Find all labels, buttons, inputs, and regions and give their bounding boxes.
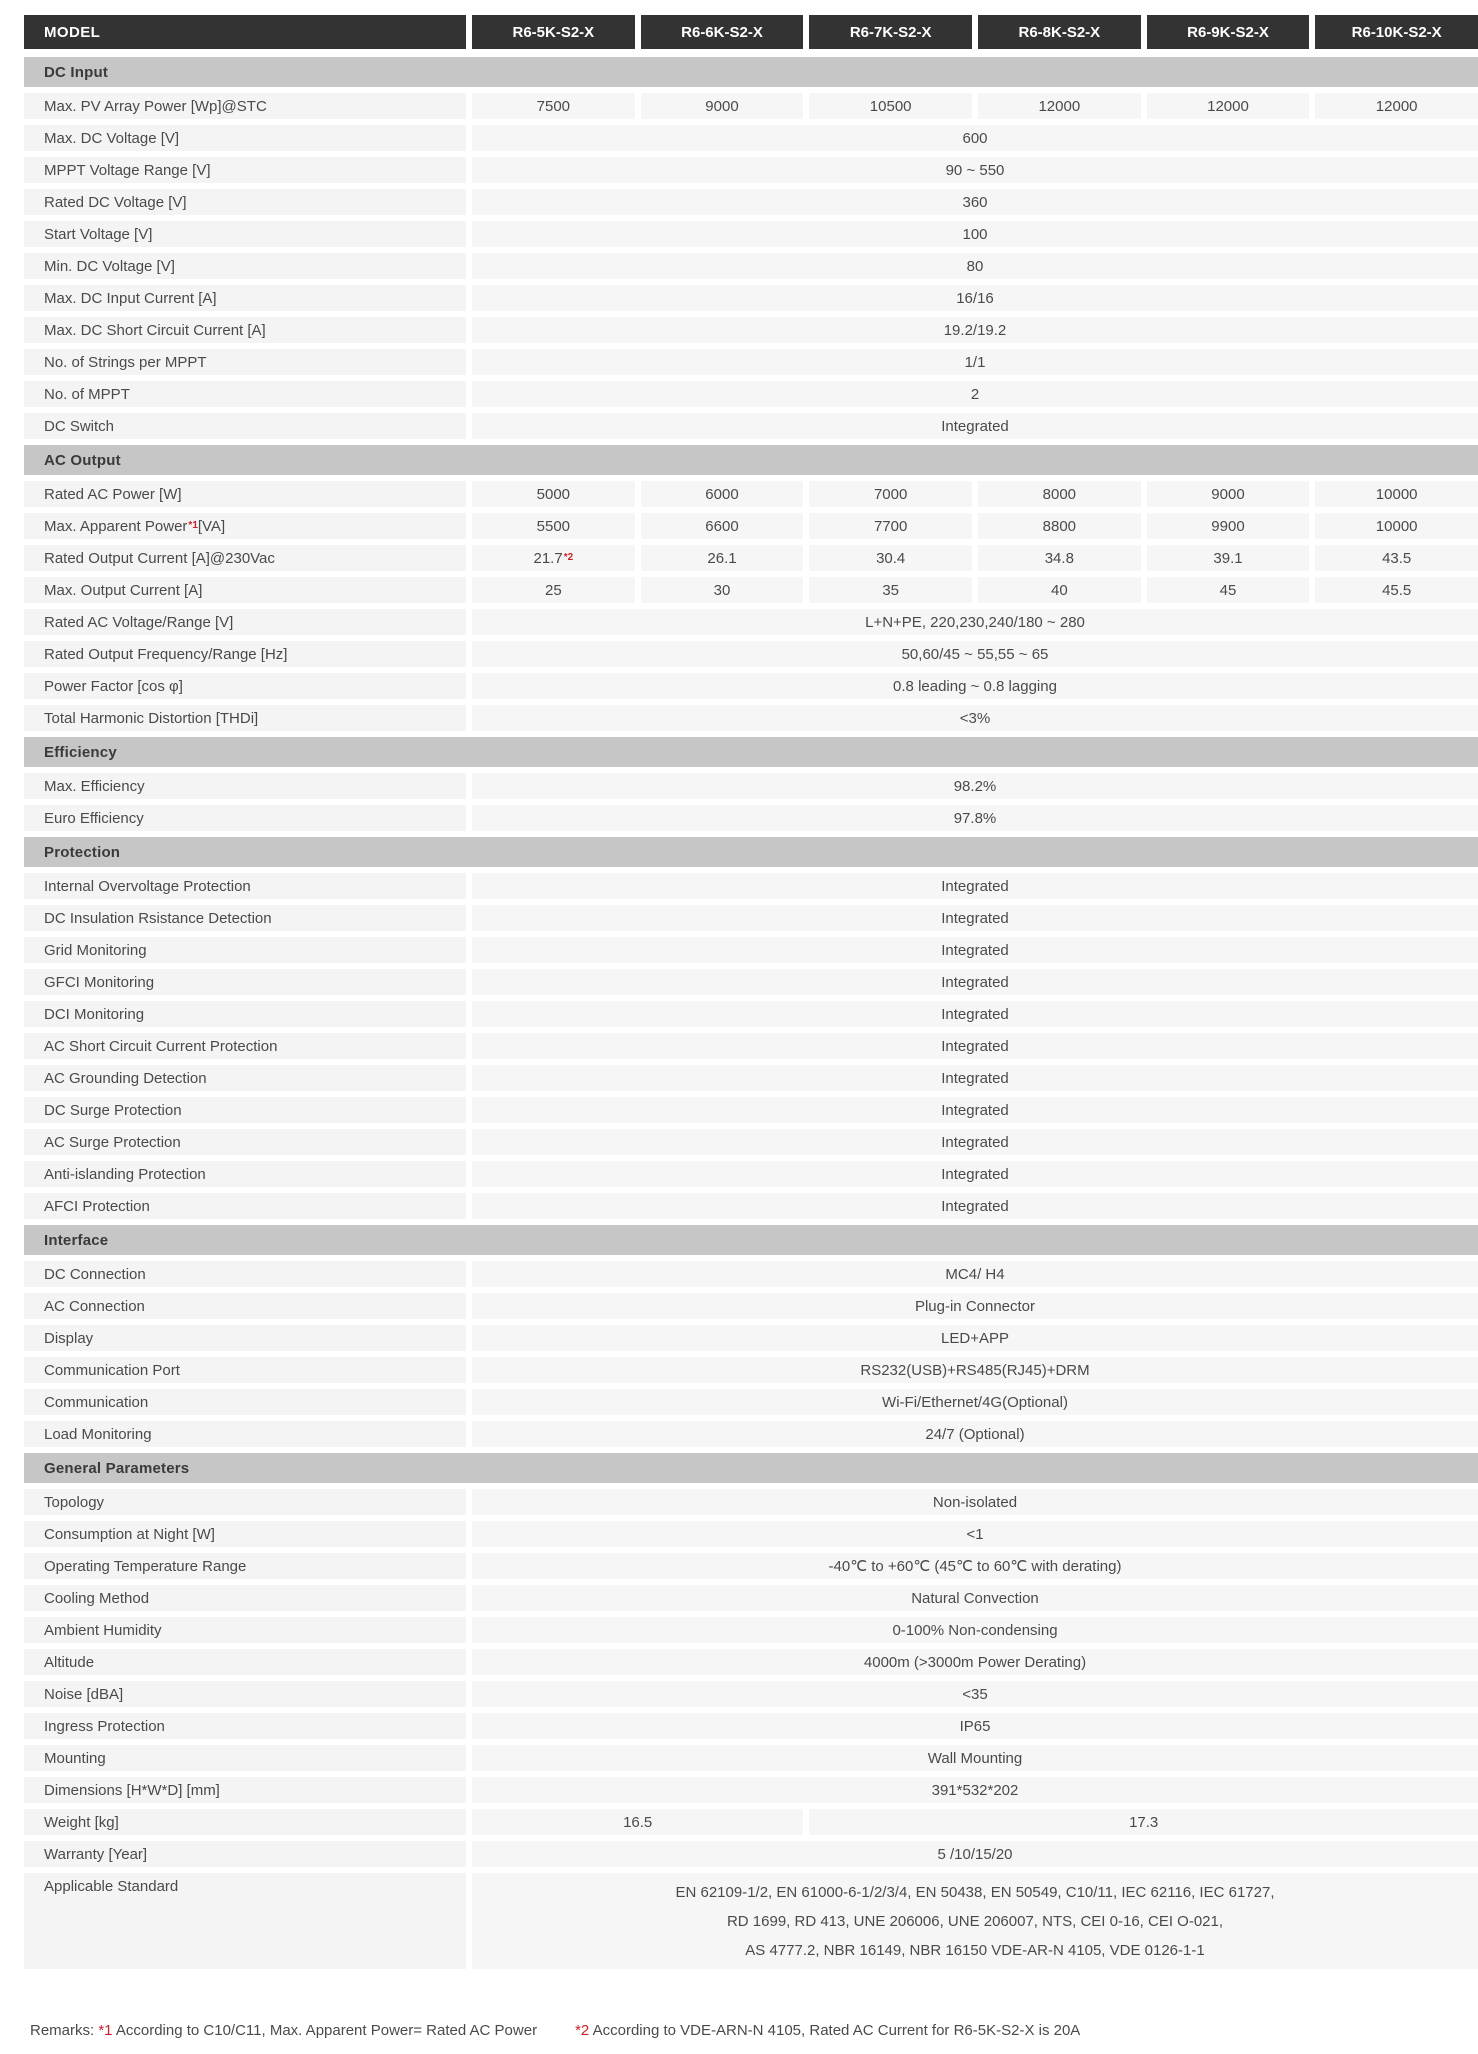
value-cell: 24/7 (Optional)	[472, 1421, 1478, 1447]
row-label: DC Switch	[24, 413, 466, 439]
row-label: Operating Temperature Range	[24, 1553, 466, 1579]
row-values	[472, 413, 1478, 439]
spec-row-ac-grounding-detection	[24, 1065, 1478, 1091]
spec-row-dc-insulation-rsistance-detection	[24, 905, 1478, 931]
row-label: Rated AC Voltage/Range [V]	[24, 609, 466, 635]
remarks-prefix: Remarks:	[30, 2022, 99, 2039]
row-values	[472, 905, 1478, 931]
row-label: Noise [dBA]	[24, 1681, 466, 1707]
row-label: DC Insulation Rsistance Detection	[24, 905, 466, 931]
row-values	[472, 1553, 1478, 1579]
row-values	[472, 1325, 1478, 1351]
value-cell: L+N+PE, 220,230,240/180 ~ 280	[472, 609, 1478, 635]
value-cell: 5500	[472, 513, 635, 539]
model-header-r6-10k-s2-x: R6-10K-S2-X	[1315, 15, 1478, 49]
spec-row-ac-short-circuit-current-protection	[24, 1033, 1478, 1059]
value-cell: 600	[472, 125, 1478, 151]
row-label: DC Connection	[24, 1261, 466, 1287]
model-header-r6-9k-s2-x: R6-9K-S2-X	[1147, 15, 1310, 49]
value-cell: 16.5	[472, 1809, 803, 1835]
row-label: Load Monitoring	[24, 1421, 466, 1447]
row-values	[472, 1649, 1478, 1675]
row-values	[472, 1193, 1478, 1219]
value-cell: Integrated	[472, 937, 1478, 963]
value-cell: Non-isolated	[472, 1489, 1478, 1515]
spec-row-max-dc-voltage-v	[24, 125, 1478, 151]
row-values	[472, 221, 1478, 247]
row-values	[472, 545, 1478, 571]
value-cell: Wall Mounting	[472, 1745, 1478, 1771]
value-cell: <1	[472, 1521, 1478, 1547]
row-label: Anti-islanding Protection	[24, 1161, 466, 1187]
spec-row-communication-port	[24, 1357, 1478, 1383]
value-cell: Integrated	[472, 1033, 1478, 1059]
section-header-dc-input: DC Input	[24, 57, 1478, 87]
spec-row-topology	[24, 1489, 1478, 1515]
value-cell: 25	[472, 577, 635, 603]
value-cell: Integrated	[472, 1193, 1478, 1219]
value-cell: 6600	[641, 513, 804, 539]
value-cell: 80	[472, 253, 1478, 279]
value-cell: 21.7 *2	[472, 545, 635, 571]
row-values	[472, 125, 1478, 151]
row-values	[472, 381, 1478, 407]
footnote-1-marker: *1	[98, 2022, 113, 2039]
model-name-cells	[472, 15, 1478, 49]
spec-row-max-pv-array-power-wp-stc	[24, 93, 1478, 119]
spec-row-cooling-method	[24, 1585, 1478, 1611]
value-cell: <35	[472, 1681, 1478, 1707]
row-label: Topology	[24, 1489, 466, 1515]
value-cell: 98.2%	[472, 773, 1478, 799]
value-cell: 360	[472, 189, 1478, 215]
row-values	[472, 1033, 1478, 1059]
value-cell: 2	[472, 381, 1478, 407]
spec-row-dimensions-h-w-d-mm	[24, 1777, 1478, 1803]
row-label: DCI Monitoring	[24, 1001, 466, 1027]
row-values	[472, 1489, 1478, 1515]
row-values	[472, 1421, 1478, 1447]
row-label: Max. Output Current [A]	[24, 577, 466, 603]
value-cell: Integrated	[472, 1161, 1478, 1187]
row-label: AC Grounding Detection	[24, 1065, 466, 1091]
value-cell: Integrated	[472, 1001, 1478, 1027]
footnote-2-text: According to VDE-ARN-N 4105, Rated AC Current for R6-5K-S2-X is 20A	[589, 2022, 1081, 2039]
row-values	[472, 805, 1478, 831]
spec-row-weight-kg	[24, 1809, 1478, 1835]
value-cell: 17.3	[809, 1809, 1478, 1835]
spec-row-max-efficiency	[24, 773, 1478, 799]
row-label: Max. DC Input Current [A]	[24, 285, 466, 311]
model-header-r6-7k-s2-x: R6-7K-S2-X	[809, 15, 972, 49]
value-cell: Integrated	[472, 1097, 1478, 1123]
value-cell: 45	[1147, 577, 1310, 603]
row-values	[472, 1713, 1478, 1739]
row-label: No. of Strings per MPPT	[24, 349, 466, 375]
value-cell: LED+APP	[472, 1325, 1478, 1351]
value-cell: 90 ~ 550	[472, 157, 1478, 183]
row-values	[472, 969, 1478, 995]
footnote-2-marker: *2	[575, 2022, 590, 2039]
value-cell: 97.8%	[472, 805, 1478, 831]
row-label: Max. DC Voltage [V]	[24, 125, 466, 151]
spec-row-mounting	[24, 1745, 1478, 1771]
value-cell: Plug-in Connector	[472, 1293, 1478, 1319]
row-label: Grid Monitoring	[24, 937, 466, 963]
section-header-ac-output: AC Output	[24, 445, 1478, 475]
section-header-interface: Interface	[24, 1225, 1478, 1255]
value-cell: 35	[809, 577, 972, 603]
value-cell: -40℃ to +60℃ (45℃ to 60℃ with derating)	[472, 1553, 1478, 1579]
value-cell: 50,60/45 ~ 55,55 ~ 65	[472, 641, 1478, 667]
value-cell: Integrated	[472, 905, 1478, 931]
row-values	[472, 1585, 1478, 1611]
spec-row-ingress-protection	[24, 1713, 1478, 1739]
row-values	[472, 1261, 1478, 1287]
row-values	[472, 705, 1478, 731]
row-label: Communication	[24, 1389, 466, 1415]
value-cell: 12000	[1315, 93, 1478, 119]
row-label: AC Short Circuit Current Protection	[24, 1033, 466, 1059]
row-label: GFCI Monitoring	[24, 969, 466, 995]
row-label: Dimensions [H*W*D] [mm]	[24, 1777, 466, 1803]
row-label: AC Surge Protection	[24, 1129, 466, 1155]
row-label: Start Voltage [V]	[24, 221, 466, 247]
value-cell: 8800	[978, 513, 1141, 539]
remarks-footer	[30, 2022, 1470, 2039]
spec-row-noise-dba	[24, 1681, 1478, 1707]
row-values	[472, 1293, 1478, 1319]
spec-row-max-dc-input-current-a	[24, 285, 1478, 311]
row-label: No. of MPPT	[24, 381, 466, 407]
spec-row-warranty-year	[24, 1841, 1478, 1867]
row-values	[472, 1777, 1478, 1803]
value-cell: 45.5	[1315, 577, 1478, 603]
value-cell: Integrated	[472, 1065, 1478, 1091]
row-values	[472, 481, 1478, 507]
value-cell: 9000	[1147, 481, 1310, 507]
spec-row-dci-monitoring	[24, 1001, 1478, 1027]
row-label: Power Factor [cos φ]	[24, 673, 466, 699]
spec-row-max-output-current-a	[24, 577, 1478, 603]
value-cell: 391*532*202	[472, 1777, 1478, 1803]
value-cell: IP65	[472, 1713, 1478, 1739]
row-label: Max. Efficiency	[24, 773, 466, 799]
row-label: DC Surge Protection	[24, 1097, 466, 1123]
row-values	[472, 1681, 1478, 1707]
section-header-protection: Protection	[24, 837, 1478, 867]
row-values	[472, 1097, 1478, 1123]
row-label: Applicable Standard	[24, 1873, 466, 1969]
value-cell: MC4/ H4	[472, 1261, 1478, 1287]
spec-row-start-voltage-v	[24, 221, 1478, 247]
value-cell: 19.2/19.2	[472, 317, 1478, 343]
value-cell: 9900	[1147, 513, 1310, 539]
value-cell: <3%	[472, 705, 1478, 731]
value-cell: 8000	[978, 481, 1141, 507]
value-cell: 1/1	[472, 349, 1478, 375]
row-values	[472, 1809, 1478, 1835]
value-cell: 5 /10/15/20	[472, 1841, 1478, 1867]
value-cell: 0.8 leading ~ 0.8 lagging	[472, 673, 1478, 699]
row-values	[472, 1617, 1478, 1643]
spec-row-no-of-mppt	[24, 381, 1478, 407]
value-cell: 10500	[809, 93, 972, 119]
spec-row-ambient-humidity	[24, 1617, 1478, 1643]
spec-row-rated-output-current-a-230vac	[24, 545, 1478, 571]
row-values	[472, 285, 1478, 311]
row-values	[472, 577, 1478, 603]
row-values	[472, 1065, 1478, 1091]
row-values	[472, 189, 1478, 215]
row-label: Rated DC Voltage [V]	[24, 189, 466, 215]
spec-row-total-harmonic-distortion-thdi	[24, 705, 1478, 731]
row-values	[472, 317, 1478, 343]
spec-row-load-monitoring	[24, 1421, 1478, 1447]
row-values	[472, 1745, 1478, 1771]
row-values	[472, 1389, 1478, 1415]
inverter-spec-table	[24, 15, 1478, 1975]
value-cell: 12000	[978, 93, 1141, 119]
row-values	[472, 1129, 1478, 1155]
value-cell: Integrated	[472, 413, 1478, 439]
value-cell: 40	[978, 577, 1141, 603]
row-values	[472, 349, 1478, 375]
row-label: Consumption at Night [W]	[24, 1521, 466, 1547]
value-cell: 7000	[809, 481, 972, 507]
model-header-r6-5k-s2-x: R6-5K-S2-X	[472, 15, 635, 49]
model-header-cell: MODEL	[24, 15, 466, 49]
value-cell: 12000	[1147, 93, 1310, 119]
row-label: Euro Efficiency	[24, 805, 466, 831]
standard-line: AS 4777.2, NBR 16149, NBR 16150 VDE-AR-N 4105, VDE 0126-1-1	[745, 1941, 1205, 1959]
spec-row-power-factor-cos	[24, 673, 1478, 699]
row-label: Ambient Humidity	[24, 1617, 466, 1643]
table-header	[24, 15, 1478, 49]
row-values	[472, 253, 1478, 279]
row-values	[472, 1873, 1478, 1969]
spec-row-min-dc-voltage-v	[24, 253, 1478, 279]
value-cell: 0-100% Non-condensing	[472, 1617, 1478, 1643]
table-body	[24, 57, 1478, 1969]
value-cell: 10000	[1315, 481, 1478, 507]
spec-row-anti-islanding-protection	[24, 1161, 1478, 1187]
row-values	[472, 773, 1478, 799]
row-label: Max. PV Array Power [Wp]@STC	[24, 93, 466, 119]
value-cell: 43.5	[1315, 545, 1478, 571]
value-cell: 16/16	[472, 285, 1478, 311]
row-label: Warranty [Year]	[24, 1841, 466, 1867]
value-cell: Natural Convection	[472, 1585, 1478, 1611]
spec-row-no-of-strings-per-mppt	[24, 349, 1478, 375]
row-values	[472, 937, 1478, 963]
value-cell: 7700	[809, 513, 972, 539]
row-label: Max. DC Short Circuit Current [A]	[24, 317, 466, 343]
value-cell: Wi-Fi/Ethernet/4G(Optional)	[472, 1389, 1478, 1415]
value-cell: 6000	[641, 481, 804, 507]
value-cell: 4000m (>3000m Power Derating)	[472, 1649, 1478, 1675]
spec-row-dc-surge-protection	[24, 1097, 1478, 1123]
value-cell: 7500	[472, 93, 635, 119]
value-cell: 39.1	[1147, 545, 1310, 571]
row-values	[472, 1001, 1478, 1027]
value-cell: Integrated	[472, 969, 1478, 995]
section-header-efficiency: Efficiency	[24, 737, 1478, 767]
spec-row-applicable-standard	[24, 1873, 1478, 1969]
spec-row-altitude	[24, 1649, 1478, 1675]
section-header-general-parameters: General Parameters	[24, 1453, 1478, 1483]
model-header-r6-6k-s2-x: R6-6K-S2-X	[641, 15, 804, 49]
spec-row-ac-connection	[24, 1293, 1478, 1319]
row-label: Altitude	[24, 1649, 466, 1675]
value-cell: 9000	[641, 93, 804, 119]
row-label: MPPT Voltage Range [V]	[24, 157, 466, 183]
standard-line: RD 1699, RD 413, UNE 206006, UNE 206007, NTS, CEI 0-16, CEI O-021,	[726, 1912, 1224, 1930]
standard-line: EN 62109-1/2, EN 61000-6-1/2/3/4, EN 50438, EN 50549, C10/11, IEC 62116, IEC 61727,	[675, 1883, 1275, 1901]
spec-row-rated-ac-voltage-range-v	[24, 609, 1478, 635]
value-cell	[472, 1873, 1478, 1969]
row-values	[472, 641, 1478, 667]
value-cell: 30.4	[809, 545, 972, 571]
spec-row-rated-dc-voltage-v	[24, 189, 1478, 215]
row-label: Weight [kg]	[24, 1809, 466, 1835]
row-label: Display	[24, 1325, 466, 1351]
spec-row-dc-switch	[24, 413, 1478, 439]
model-header-r6-8k-s2-x: R6-8K-S2-X	[978, 15, 1141, 49]
row-label: Rated Output Frequency/Range [Hz]	[24, 641, 466, 667]
value-cell: 30	[641, 577, 804, 603]
value-cell: RS232(USB)+RS485(RJ45)+DRM	[472, 1357, 1478, 1383]
row-values	[472, 1357, 1478, 1383]
spec-row-afci-protection	[24, 1193, 1478, 1219]
row-values	[472, 1521, 1478, 1547]
row-label: Max. Apparent Power *1 [VA]	[24, 513, 466, 539]
spec-row-operating-temperature-range	[24, 1553, 1478, 1579]
row-label: AFCI Protection	[24, 1193, 466, 1219]
spec-row-ac-surge-protection	[24, 1129, 1478, 1155]
value-cell: 10000	[1315, 513, 1478, 539]
row-label: Ingress Protection	[24, 1713, 466, 1739]
row-values	[472, 93, 1478, 119]
row-label: Rated AC Power [W]	[24, 481, 466, 507]
value-cell: 34.8	[978, 545, 1141, 571]
spec-row-max-dc-short-circuit-current-a	[24, 317, 1478, 343]
value-cell: 5000	[472, 481, 635, 507]
value-cell: Integrated	[472, 1129, 1478, 1155]
row-label: Internal Overvoltage Protection	[24, 873, 466, 899]
value-cell: 26.1	[641, 545, 804, 571]
row-label: Min. DC Voltage [V]	[24, 253, 466, 279]
row-values	[472, 1841, 1478, 1867]
row-label: Rated Output Current [A]@230Vac	[24, 545, 466, 571]
row-values	[472, 673, 1478, 699]
spec-row-internal-overvoltage-protection	[24, 873, 1478, 899]
row-label: Mounting	[24, 1745, 466, 1771]
spec-row-mppt-voltage-range-v	[24, 157, 1478, 183]
row-values	[472, 157, 1478, 183]
spec-row-communication	[24, 1389, 1478, 1415]
row-label: Communication Port	[24, 1357, 466, 1383]
row-values	[472, 609, 1478, 635]
spec-row-euro-efficiency	[24, 805, 1478, 831]
spec-row-gfci-monitoring	[24, 969, 1478, 995]
row-values	[472, 1161, 1478, 1187]
spec-row-grid-monitoring	[24, 937, 1478, 963]
footnote-1-text: According to C10/C11, Max. Apparent Power= Rated AC Power	[112, 2022, 538, 2039]
row-label: Cooling Method	[24, 1585, 466, 1611]
value-cell: Integrated	[472, 873, 1478, 899]
spec-row-consumption-at-night-w	[24, 1521, 1478, 1547]
row-label: Total Harmonic Distortion [THDi]	[24, 705, 466, 731]
spec-row-max-apparent-power	[24, 513, 1478, 539]
row-label: AC Connection	[24, 1293, 466, 1319]
value-cell: 100	[472, 221, 1478, 247]
spec-row-display	[24, 1325, 1478, 1351]
spec-row-rated-output-frequency-range-hz	[24, 641, 1478, 667]
spec-row-dc-connection	[24, 1261, 1478, 1287]
spec-row-rated-ac-power-w	[24, 481, 1478, 507]
row-values	[472, 873, 1478, 899]
row-values	[472, 513, 1478, 539]
